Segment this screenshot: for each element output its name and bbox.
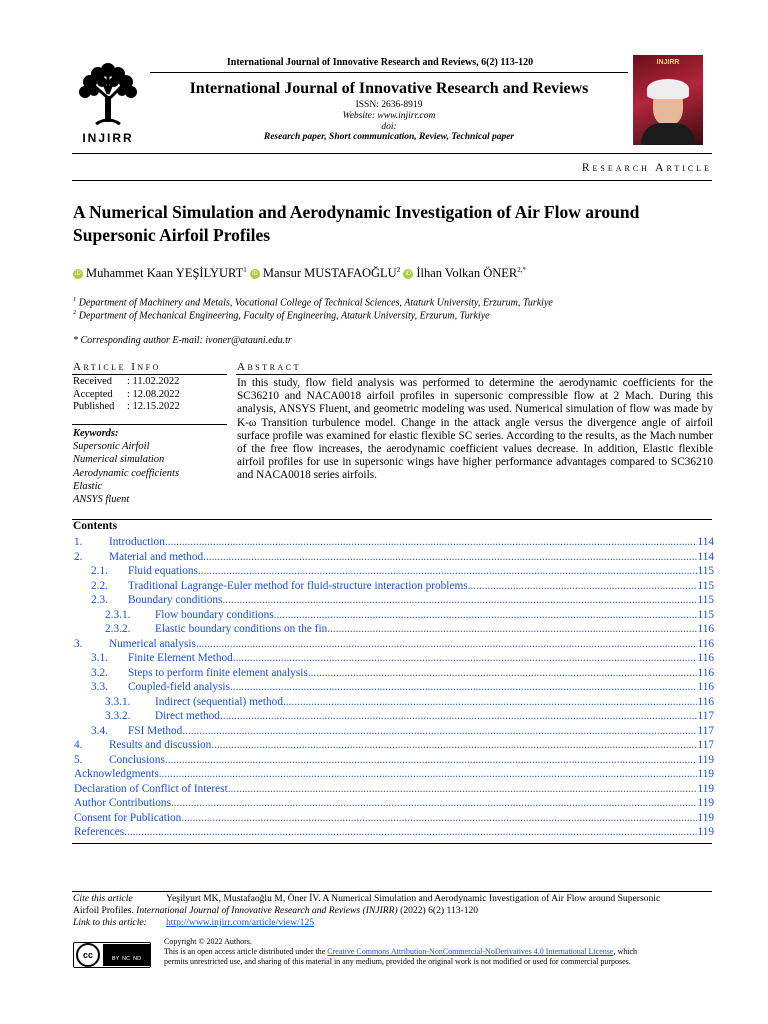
toc-entry-title: Steps to perform finite element analysis bbox=[128, 666, 308, 679]
license-text-part: , which bbox=[613, 947, 637, 956]
affiliation bbox=[73, 296, 553, 308]
contents-heading: Contents bbox=[73, 520, 118, 532]
license-line-1 bbox=[164, 947, 724, 957]
toc-entry-title: Material and method bbox=[109, 550, 204, 563]
keyword: Supersonic Airfoil bbox=[73, 441, 150, 453]
cover-coat-icon bbox=[641, 123, 695, 145]
toc-entry-title: Finite Element Method bbox=[128, 652, 233, 664]
toc-entry-title: Consent for Publication bbox=[74, 811, 182, 824]
toc-entry[interactable] bbox=[74, 695, 714, 709]
toc-leader-dots bbox=[198, 564, 697, 578]
toc-entry-page: 114 bbox=[697, 536, 714, 548]
article-dates bbox=[73, 376, 228, 414]
toc-entry[interactable] bbox=[74, 825, 714, 839]
toc-entry[interactable] bbox=[74, 535, 714, 549]
toc-leader-dots bbox=[171, 796, 698, 810]
license-text bbox=[164, 937, 724, 967]
toc-entry-page: 114 bbox=[697, 550, 714, 563]
toc-entry-page: 116 bbox=[697, 637, 714, 650]
cite-label: Cite this article bbox=[73, 893, 133, 904]
toc-entry-page: 116 bbox=[697, 681, 714, 693]
date-row bbox=[73, 401, 228, 414]
contents-bottom-rule bbox=[72, 843, 712, 844]
website: Website: www.injirr.com bbox=[342, 111, 436, 121]
toc-entry[interactable] bbox=[74, 593, 714, 607]
toc-entry-page: 119 bbox=[697, 753, 714, 766]
date-label: Accepted bbox=[73, 388, 113, 400]
toc-entry[interactable] bbox=[74, 811, 714, 825]
toc-leader-dots bbox=[308, 666, 698, 680]
toc-entry-title: Declaration of Conflict of Interest bbox=[74, 782, 228, 795]
paper-types: Research paper, Short communication, Review, Technical paper bbox=[263, 132, 515, 142]
license-text-part: This is an open access article distributed under the bbox=[164, 947, 326, 956]
toc-leader-dots bbox=[220, 709, 698, 723]
toc-entry[interactable] bbox=[74, 709, 714, 723]
toc-leader-dots bbox=[196, 637, 698, 651]
toc-entry-number: 2.3.2. bbox=[105, 623, 131, 635]
license-link[interactable]: Creative Commons Attribution-NonCommercial-NoDerivatives 4.0 International License bbox=[327, 947, 614, 956]
orcid-icon[interactable]: iD bbox=[403, 269, 413, 279]
toc-leader-dots bbox=[124, 825, 697, 839]
cite-volume: (2022) 6(2) 113-120 bbox=[400, 905, 479, 916]
toc-entry-page: 117 bbox=[697, 739, 714, 751]
author-affiliation-mark: 1 bbox=[243, 266, 247, 274]
toc-entry[interactable] bbox=[74, 579, 714, 593]
corresponding-author: * Corresponding author E-mail: ivoner@atauni.edu.tr bbox=[73, 335, 292, 346]
toc-leader-dots bbox=[159, 767, 698, 781]
citation-line-2 bbox=[73, 905, 713, 917]
toc-leader-dots bbox=[211, 738, 697, 752]
article-info-heading: Article Info bbox=[73, 361, 161, 373]
toc-entry-number: 2.3. bbox=[91, 594, 108, 606]
keyword: ANSYS fluent bbox=[73, 494, 130, 506]
contents-top-rule bbox=[72, 519, 712, 520]
toc-leader-dots bbox=[327, 622, 697, 636]
date-row bbox=[73, 389, 228, 402]
toc-entry-page: 119 bbox=[697, 797, 714, 809]
journal-title: International Journal of Innovative Research and Reviews bbox=[189, 80, 589, 97]
copyright: Copyright © 2022 Authors. bbox=[164, 937, 252, 946]
header-citation: International Journal of Innovative Research and Reviews, 6(2) 113-120 bbox=[226, 57, 534, 68]
keywords-block bbox=[73, 427, 228, 506]
toc-entry-number: 3. bbox=[74, 637, 83, 650]
issn: ISSN: 2636-8919 bbox=[355, 100, 423, 110]
toc-entry-number: 3.3.1. bbox=[105, 695, 131, 708]
toc-entry[interactable] bbox=[74, 767, 714, 781]
date-value: : 12.15.2022 bbox=[127, 401, 180, 413]
toc-entry-page: 119 bbox=[697, 768, 714, 780]
toc-leader-dots bbox=[165, 535, 698, 549]
affiliation-text: Department of Machinery and Metals, Vocational College of Technical Sciences, Ataturk University, Erzurum, Turkiye bbox=[78, 297, 553, 309]
toc-entry-title: Boundary conditions bbox=[128, 594, 223, 606]
date-label: Received bbox=[73, 376, 113, 387]
toc-leader-dots bbox=[222, 593, 697, 607]
toc-entry-number: 3.1. bbox=[91, 652, 108, 664]
article-type: Research Article bbox=[581, 162, 712, 174]
toc-entry-number: 3.4. bbox=[91, 724, 108, 737]
toc-entry-number: 2.1. bbox=[91, 565, 108, 577]
toc-entry-page: 117 bbox=[697, 724, 714, 737]
toc-entry-title: References bbox=[74, 826, 125, 838]
author-list bbox=[73, 266, 526, 281]
toc-entry-title: Author Contributions bbox=[74, 797, 171, 809]
author-name: İlhan Volkan ÖNER bbox=[416, 266, 518, 281]
toc-entry[interactable] bbox=[74, 738, 714, 752]
toc-entry-page: 116 bbox=[697, 695, 714, 708]
date-label: Published bbox=[73, 401, 115, 413]
article-link[interactable]: http://www.injirr.com/article/view/125 bbox=[166, 917, 315, 928]
abstract-text: In this study, flow field analysis was performed to determine the aerodynamic coefficients for the SC36210 and NACA0018 airfoil profiles in supersonic compressible flow at 2 Mach. During this analysis, ANSYS Fluent, and geometric modeling was used. Numerical simulation of flow was made by K-ω Transition turbulence model. Change in the attack angle versus the divergence angle of airfoil surface profile was examined for elastic flexible SC series. According to the results, as the Mach number of the free flow increases, the aerodynamic coefficient values decrease. In addition, Elastic flexible airfoil profiles for use in supersonic wings have higher performance advantages compared to SC36210 and NACA0018 series airfoils. bbox=[237, 377, 713, 482]
keywords-label: Keywords: bbox=[73, 428, 119, 439]
doi: doi: bbox=[381, 122, 397, 132]
toc-entry-page: 116 bbox=[697, 652, 714, 664]
cite-journal: International Journal of Innovative Research and Reviews (INJIRR) bbox=[136, 905, 398, 916]
author-name: Mansur MUSTAFAOĞLU bbox=[262, 266, 397, 281]
cc-conditions: BY NC ND bbox=[103, 944, 150, 966]
article-type-rule bbox=[72, 180, 712, 181]
toc-entry-number: 2. bbox=[74, 550, 83, 563]
author-name: Muhammet Kaan YEŞİLYURT bbox=[86, 266, 244, 281]
toc-leader-dots bbox=[230, 680, 698, 694]
cite-text: Airfoil Profiles. bbox=[73, 905, 134, 916]
logo-text: INJIRR bbox=[82, 131, 134, 145]
tree-logo-icon bbox=[72, 58, 144, 128]
abstract-heading: Abstract bbox=[237, 361, 301, 373]
toc-entry-title: Conclusions bbox=[109, 753, 165, 766]
toc-entry-page: 115 bbox=[697, 565, 714, 577]
toc-leader-dots bbox=[182, 724, 697, 738]
orcid-icon[interactable]: iD bbox=[73, 269, 83, 279]
toc-entry-page: 119 bbox=[697, 826, 714, 838]
toc-entry-title: Indirect (sequential) method bbox=[155, 695, 283, 708]
keyword: Numerical simulation bbox=[73, 454, 165, 466]
toc-entry-title: Fluid equations bbox=[128, 565, 198, 577]
toc-entry-title: Coupled-field analysis bbox=[128, 681, 230, 693]
toc-entry-number: 2.3.1. bbox=[105, 608, 131, 621]
footer-rule bbox=[72, 891, 712, 892]
cover-title: INJIRR bbox=[656, 59, 680, 66]
abstract-rule bbox=[236, 374, 712, 375]
orcid-icon[interactable]: iD bbox=[250, 269, 260, 279]
toc-entry-page: 117 bbox=[697, 710, 714, 722]
toc-entry[interactable] bbox=[74, 666, 714, 680]
date-value: : 12.08.2022 bbox=[127, 388, 180, 400]
cover-hair-icon bbox=[647, 79, 689, 99]
author-affiliation-mark: 2 bbox=[396, 266, 401, 274]
toc-entry-number: 5. bbox=[74, 753, 83, 766]
citation-block bbox=[73, 893, 713, 929]
toc-entry-page: 116 bbox=[697, 623, 714, 635]
keyword: Aerodynamic coefficients bbox=[73, 467, 180, 479]
citation-line-1 bbox=[73, 893, 713, 905]
cc-license-badge[interactable] bbox=[73, 942, 151, 968]
toc-entry-page: 116 bbox=[697, 666, 714, 679]
keywords-rule bbox=[72, 424, 227, 425]
toc-entry-title: Numerical analysis bbox=[109, 637, 196, 650]
header-bottom-rule bbox=[72, 153, 712, 154]
toc-entry[interactable] bbox=[74, 753, 714, 767]
toc-entry-title: FSI Method bbox=[128, 724, 183, 737]
toc-entry-page: 115 bbox=[697, 594, 714, 606]
author-affiliation-mark: 2,* bbox=[517, 266, 526, 274]
toc-leader-dots bbox=[165, 753, 698, 767]
affiliation bbox=[73, 309, 490, 321]
toc-entry-number: 3.2. bbox=[91, 666, 108, 679]
toc-entry-title: Introduction bbox=[109, 536, 165, 548]
toc-entry[interactable] bbox=[74, 564, 714, 578]
toc-entry[interactable] bbox=[74, 637, 714, 651]
toc-leader-dots bbox=[203, 550, 697, 564]
link-label: Link to this article: bbox=[73, 917, 147, 928]
toc-leader-dots bbox=[274, 608, 698, 622]
toc-entry-title: Elastic boundary conditions on the fin bbox=[155, 623, 328, 635]
toc-entry-number: 3.3.2. bbox=[105, 710, 131, 722]
toc-entry[interactable] bbox=[74, 550, 714, 564]
toc-entry[interactable] bbox=[74, 724, 714, 738]
toc-entry-number: 1. bbox=[74, 536, 83, 548]
toc-entry-page: 115 bbox=[697, 579, 714, 592]
link-line bbox=[73, 917, 713, 929]
journal-logo bbox=[72, 58, 144, 145]
toc-entry[interactable] bbox=[74, 651, 714, 665]
toc-entry-number: 2.2. bbox=[91, 579, 108, 592]
toc-entry[interactable] bbox=[74, 608, 714, 622]
toc-entry-title: Direct method bbox=[155, 710, 220, 722]
cite-text: Yeşilyurt MK, Mustafaoğlu M, Öner İV. A Numerical Simulation and Aerodynamic Investigation of Air Flow around Supersonic bbox=[166, 893, 661, 904]
toc-entry-title: Flow boundary conditions bbox=[155, 608, 274, 621]
date-value: : 11.02.2022 bbox=[127, 376, 180, 387]
toc-entry-number: 3.3. bbox=[91, 681, 108, 693]
toc-leader-dots bbox=[283, 695, 697, 709]
affiliation-text: Department of Mechanical Engineering, Faculty of Engineering, Ataturk University, Erzurum, Turkiye bbox=[78, 310, 490, 322]
toc-entry[interactable] bbox=[74, 622, 714, 636]
date-row bbox=[73, 376, 228, 389]
header-top-rule bbox=[150, 72, 628, 73]
journal-cover-image bbox=[633, 55, 703, 145]
toc-leader-dots bbox=[233, 651, 698, 665]
toc-entry-number: 4. bbox=[74, 739, 83, 751]
license-line-2: permits unrestricted use, and sharing of this material in any medium, provided the original work is not modified or used for commercial purposes. bbox=[164, 957, 631, 966]
toc-entry-title: Results and discussion bbox=[109, 739, 212, 751]
toc-leader-dots bbox=[181, 811, 697, 825]
toc-entry-page: 119 bbox=[697, 811, 714, 824]
article-title: A Numerical Simulation and Aerodynamic Investigation of Air Flow around Supersonic Airfoil Profiles bbox=[73, 202, 640, 245]
toc-entry[interactable] bbox=[74, 782, 714, 796]
toc-entry-page: 119 bbox=[697, 782, 714, 795]
toc-entry-page: 115 bbox=[697, 608, 714, 621]
affiliation-mark: 1 bbox=[73, 296, 77, 303]
article-info-rule bbox=[72, 374, 227, 375]
affiliation-mark: 2 bbox=[73, 309, 77, 316]
cc-icon: cc bbox=[76, 943, 100, 967]
toc-leader-dots bbox=[228, 782, 698, 796]
toc-entry[interactable] bbox=[74, 680, 714, 694]
keyword: Elastic bbox=[73, 480, 103, 492]
toc-leader-dots bbox=[468, 579, 698, 593]
toc-entry[interactable] bbox=[74, 796, 714, 810]
toc-entry-title: Traditional Lagrange-Euler method for fluid-structure interaction problems bbox=[128, 579, 468, 592]
toc-entry-title: Acknowledgments bbox=[74, 768, 159, 780]
